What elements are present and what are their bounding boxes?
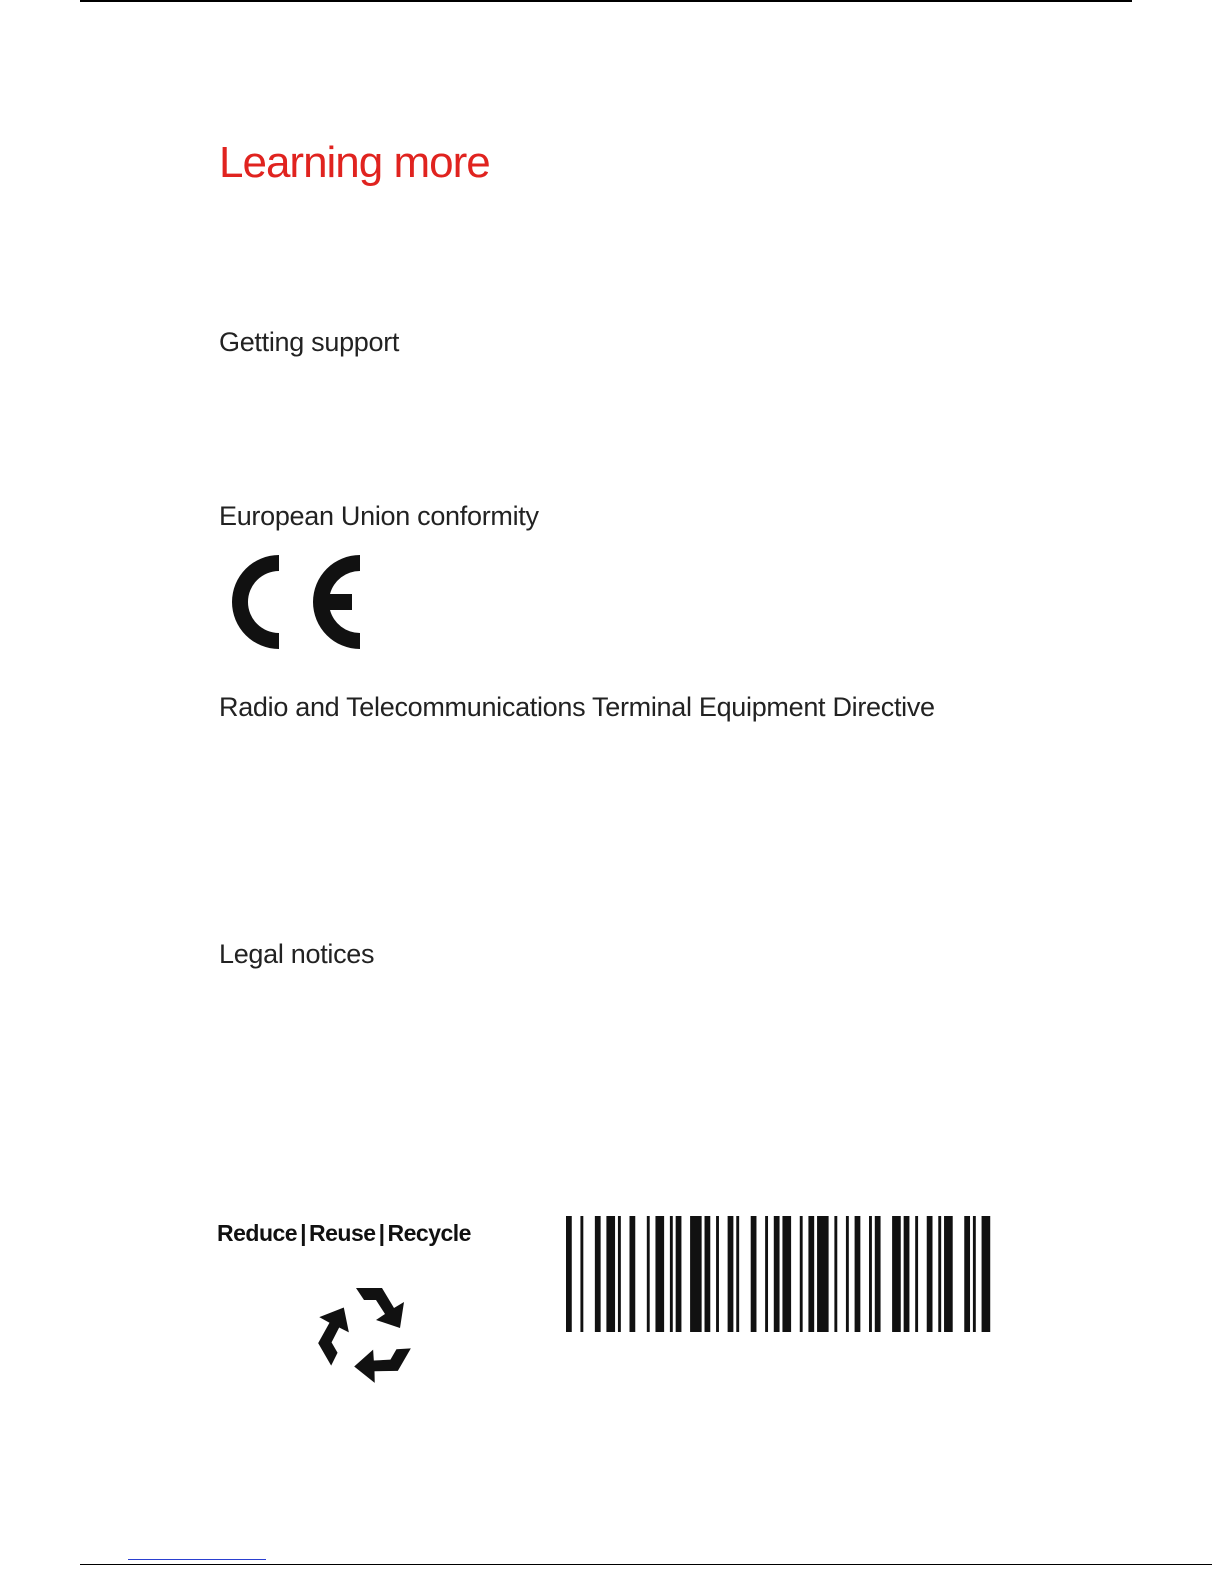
barcode-bar	[817, 1216, 829, 1332]
page-title: Learning more	[219, 138, 490, 187]
barcode-bar	[855, 1216, 861, 1332]
heading-radio-directive: Radio and Telecommunications Terminal Equipment Directive	[219, 692, 935, 722]
barcode-bar	[765, 1216, 768, 1332]
heading-legal-notices: Legal notices	[219, 939, 375, 969]
barcode-bar	[647, 1216, 650, 1332]
barcode-bar	[728, 1216, 734, 1332]
barcode-bar	[834, 1216, 837, 1332]
barcode-bar	[705, 1216, 711, 1332]
recycle-label: Recycle	[387, 1220, 471, 1246]
reuse-label: Reuse	[309, 1220, 376, 1246]
barcode-bar	[982, 1216, 991, 1332]
barcode-bar	[566, 1216, 572, 1332]
heading-getting-support: Getting support	[219, 327, 400, 357]
barcode-bar	[736, 1216, 739, 1332]
ce-mark-icon	[219, 551, 363, 653]
barcode-bar	[618, 1216, 621, 1332]
barcode-icon	[566, 1216, 996, 1332]
footer-link-underline	[128, 1559, 266, 1560]
barcode-bar	[875, 1216, 881, 1332]
barcode-bar	[973, 1216, 976, 1332]
recycle-icon	[308, 1278, 424, 1386]
barcode-bar	[800, 1216, 803, 1332]
barcode-bar	[716, 1216, 719, 1332]
separator: |	[378, 1220, 385, 1246]
barcode-bar	[655, 1216, 664, 1332]
barcode-bar	[938, 1216, 941, 1332]
barcode-bar	[580, 1216, 583, 1332]
barcode-bar	[676, 1216, 682, 1332]
bottom-rule	[80, 1564, 1212, 1565]
barcode-bar	[751, 1216, 757, 1332]
barcode-bar	[904, 1216, 910, 1332]
barcode-bar	[629, 1216, 635, 1332]
barcode-bar	[606, 1216, 615, 1332]
barcode-bar	[846, 1216, 849, 1332]
separator: |	[300, 1220, 307, 1246]
top-rule	[80, 0, 1132, 2]
barcode-bar	[944, 1216, 953, 1332]
barcode-bar	[892, 1216, 901, 1332]
barcode-bar	[808, 1216, 814, 1332]
reduce-label: Reduce	[217, 1220, 298, 1246]
barcode-bar	[964, 1216, 970, 1332]
barcode-bar	[774, 1216, 780, 1332]
barcode-bar	[670, 1216, 673, 1332]
barcode-bar	[595, 1216, 601, 1332]
heading-eu-conformity: European Union conformity	[219, 501, 539, 531]
barcode-bar	[869, 1216, 872, 1332]
barcode-bar	[690, 1216, 702, 1332]
recycle-tagline	[217, 1220, 471, 1247]
barcode-bar	[782, 1216, 791, 1332]
barcode-bar	[927, 1216, 933, 1332]
barcode-bar	[915, 1216, 918, 1332]
